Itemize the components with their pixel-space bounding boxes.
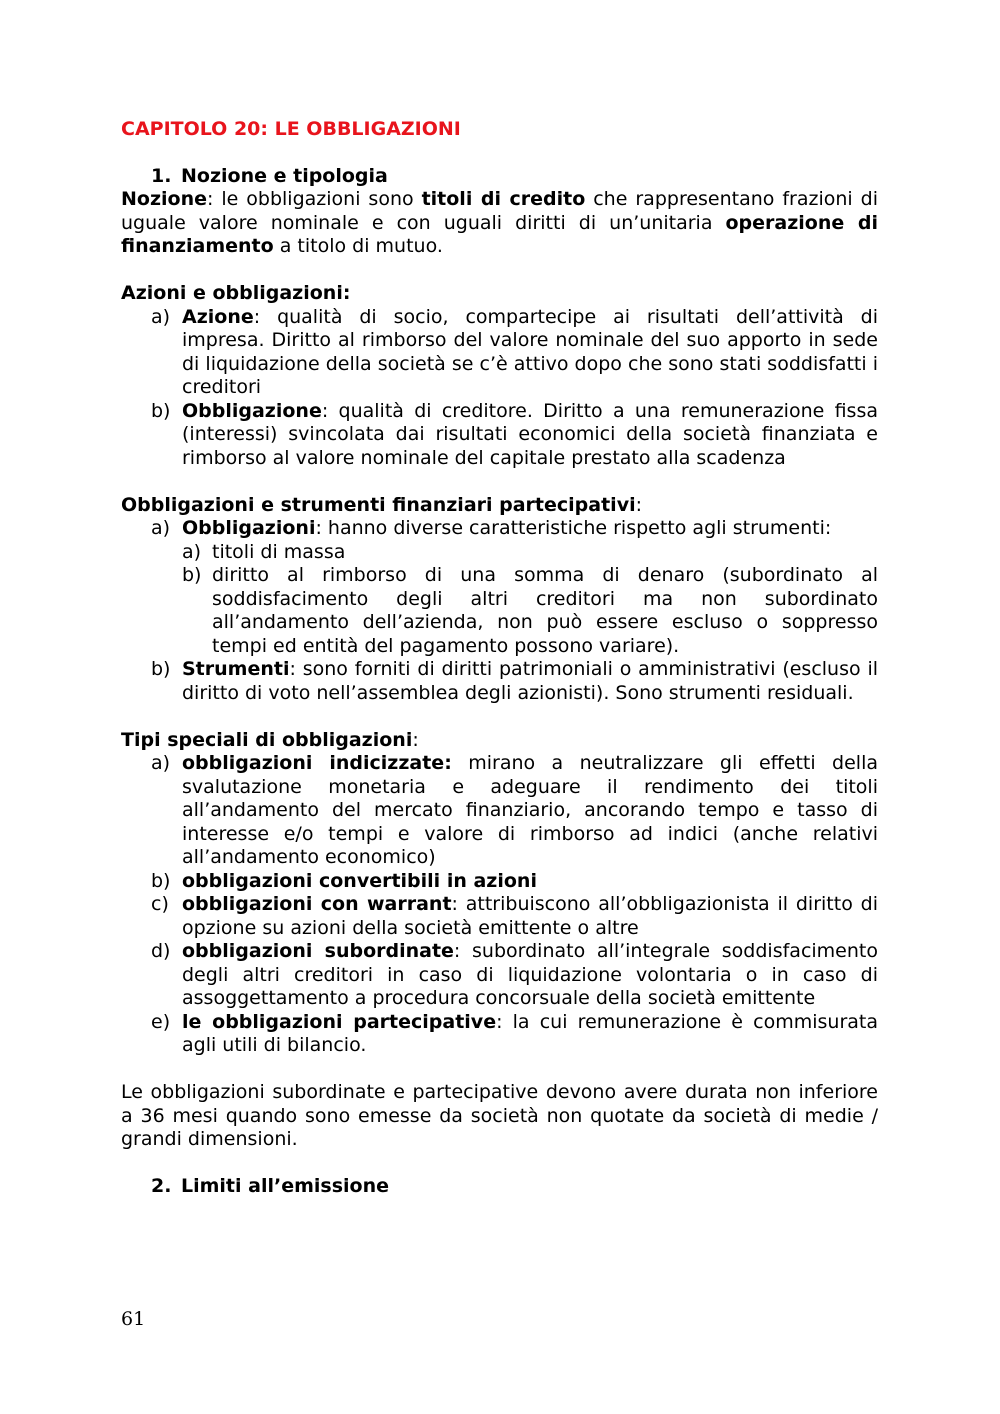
strumenti-heading (121, 494, 878, 518)
list-item (121, 1011, 878, 1058)
spacer (121, 470, 878, 494)
sub-list-item (121, 564, 878, 658)
item-label: obbligazioni con warrant (182, 893, 452, 915)
list-marker: c) (151, 893, 169, 915)
item-text: : attribuiscono all’obbligazionista il diritto di opzione su azioni della società emittente o altre (182, 893, 878, 939)
azioni-obbligazioni-heading: Azioni e obbligazioni: (121, 282, 351, 304)
section-heading-2 (121, 1175, 878, 1199)
section-number: 2. (151, 1175, 172, 1197)
list-item (121, 306, 878, 400)
section-number: 1. (151, 164, 172, 187)
list-marker: b) (151, 658, 171, 680)
text-run: che rappresentano frazioni di uguale valore nominale e con uguali diritti di un’unitaria (121, 188, 878, 234)
tipi-heading (121, 729, 878, 753)
azioni-obbligazioni-list (121, 306, 878, 471)
spacer (121, 705, 878, 729)
list-marker: a) (151, 517, 171, 539)
closing-paragraph: Le obbligazioni subordinate e partecipative devono avere durata non inferiore a 36 mesi quando sono emesse da società non quotate da società di medie / grandi dimensioni. (121, 1081, 878, 1150)
item-text: : la cui remunerazione è commisurata agli utili di bilancio. (182, 1010, 878, 1056)
list-marker: a) (151, 305, 171, 328)
list-marker: b) (182, 564, 202, 586)
item-text: : sono forniti di diritti patrimoniali o amministrativi (escluso il diritto di voto nell’assemblea degli azionisti). Sono strumenti residuali. (182, 658, 878, 704)
item-text: : subordinato all’integrale soddisfacimento degli altri creditori in caso di liquidazione volontaria o in caso di assoggettamento a procedura concorsuale della società emittente (182, 940, 878, 1009)
item-label: obbligazioni subordinate (182, 940, 454, 962)
text-run: : le obbligazioni sono (207, 188, 422, 210)
list-marker: b) (151, 869, 171, 892)
list-marker: d) (151, 940, 171, 962)
page-number: 61 (121, 1308, 146, 1330)
item-label: obbligazioni indicizzate: (182, 752, 452, 774)
item-text: diritto al rimborso di una somma di denaro (subordinato al soddisfacimento degli altri creditori ma non subordinato all’andamento dell’azienda, non può essere escluso o soppresso tempi ed entità del pagamento possono variare). (212, 564, 878, 657)
chapter-title: CAPITOLO 20: LE OBBLIGAZIONI (121, 118, 461, 140)
section-title: Limiti all’emissione (181, 1175, 389, 1197)
list-marker: b) (151, 399, 171, 422)
item-label: obbligazioni convertibili in azioni (182, 869, 537, 892)
nozione-paragraph (121, 188, 878, 259)
item-text: : qualità di socio, compartecipe ai risultati dell’attività di impresa. Diritto al rimborso del valore nominale del suo apporto in sede di liquidazione della società se c’è attivo dopo che sono stati soddisfatti i creditori (182, 305, 878, 398)
heading-text: Obbligazioni e strumenti finanziari partecipativi (121, 493, 636, 516)
spacer (121, 1058, 878, 1082)
list-marker: a) (182, 540, 202, 563)
item-text: : hanno diverse caratteristiche rispetto agli strumenti: (315, 517, 832, 539)
list-marker: a) (151, 752, 171, 774)
list-item (121, 752, 878, 870)
list-item (121, 893, 878, 940)
item-label: Obbligazioni (182, 517, 316, 539)
list-item (121, 870, 878, 894)
tipi-list (121, 752, 878, 1058)
item-label: Obbligazione (182, 399, 322, 422)
spacer (121, 1152, 878, 1176)
heading-colon: : (635, 493, 642, 516)
strumenti-list (121, 517, 878, 705)
item-text: mirano a neutralizzare gli effetti della svalutazione monetaria e adeguare il rendimento dei titoli all’andamento del mercato finanziario, ancorando tempo e tasso di interesse e/o tempi e valore di rimborso ad indici (anche relativi all’andamento economico) (182, 752, 878, 868)
item-label: Strumenti (182, 658, 290, 680)
sub-list-item (121, 541, 878, 565)
list-item (121, 658, 878, 705)
section-heading-1 (121, 165, 878, 189)
item-text: titoli di massa (212, 540, 346, 563)
bold-term: titoli di credito (421, 188, 586, 210)
heading-colon: : (412, 728, 419, 751)
list-item (121, 400, 878, 471)
section-title: Nozione e tipologia (181, 164, 388, 187)
nozione-label: Nozione (121, 188, 207, 210)
item-label: Azione (182, 305, 254, 328)
list-item (121, 940, 878, 1011)
item-label: le obbligazioni partecipative (182, 1010, 497, 1033)
heading-text: Tipi speciali di obbligazioni (121, 728, 413, 751)
text-run: a titolo di mutuo. (273, 235, 443, 257)
bold-term: operazione di finanziamento (121, 211, 878, 257)
spacer (121, 259, 878, 283)
document-page (121, 118, 878, 1199)
item-text: : qualità di creditore. Diritto a una remunerazione fissa (interessi) svincolata dai risultati economici della società finanziata e rimborso al valore nominale del capitale prestato alla scadenza (182, 399, 878, 469)
list-item (121, 517, 878, 541)
list-marker: e) (151, 1010, 171, 1033)
